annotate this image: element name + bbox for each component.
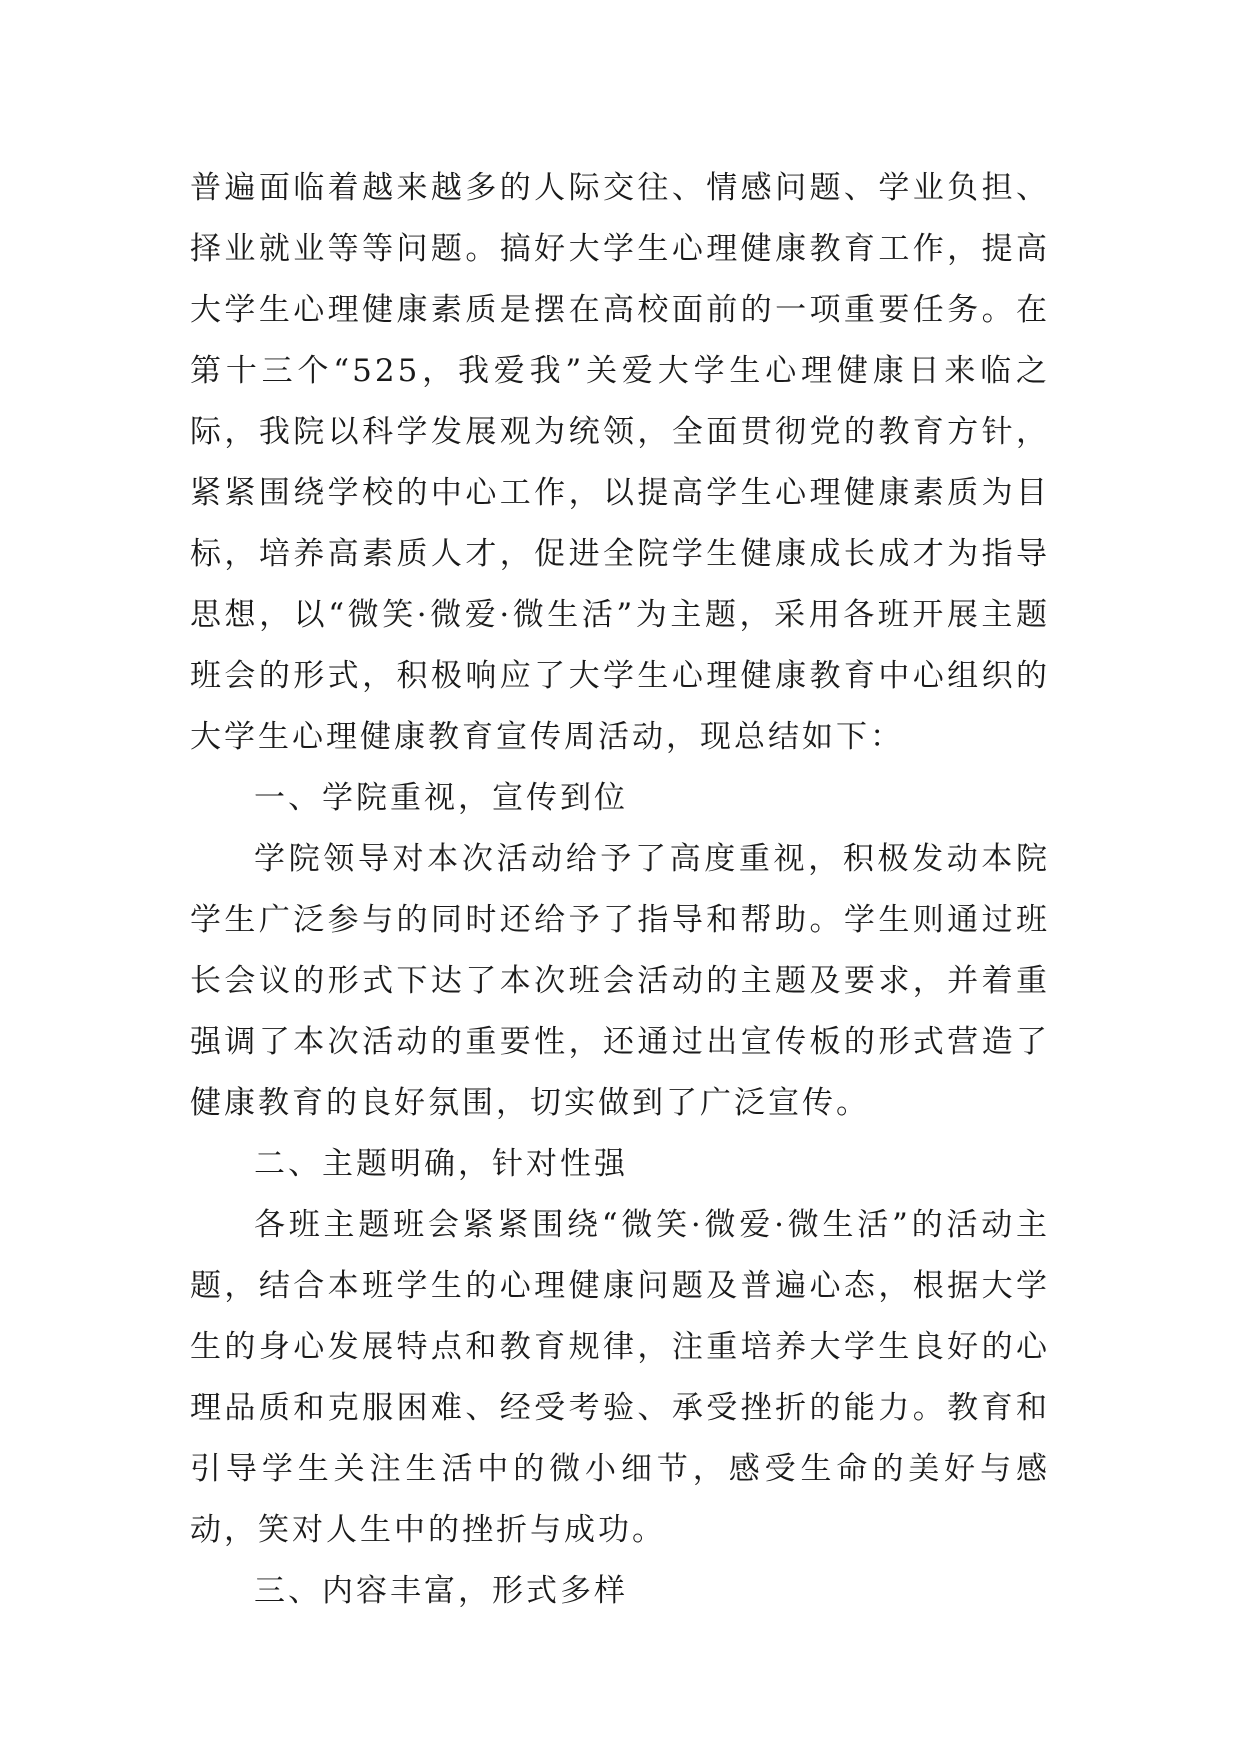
section-heading-3: 三、内容丰富，形式多样 <box>254 1573 628 1609</box>
section-heading-1: 一、学院重视，宣传到位 <box>254 780 628 816</box>
body-paragraph-section-2: 各班主题班会紧紧围绕“微笑·微爱·微生活”的活动主题，结合本班学生的心理健康问题及普遍心态，根据大学生的身心发展特点和教育规律，注重培养大学生良好的心理品质和克服困难、经受考验、承受挫折的能力。教育和引导学生关注生活中的微小细节，感受生命的美好与感动，笑对人生中的挫折与成功。 <box>190 1207 1050 1548</box>
body-paragraph-intro: 普遍面临着越来越多的人际交往、情感问题、学业负担、择业就业等等问题。搞好大学生心理健康教育工作，提高大学生心理健康素质是摆在高校面前的一项重要任务。在第十三个“525，我爱我”关爱大学生心理健康日来临之际，我院以科学发展观为统领，全面贯彻党的教育方针，紧紧围绕学校的中心工作，以提高学生心理健康素质为目标，培养高素质人才，促进全院学生健康成长成才为指导思想，以“微笑·微爱·微生活”为主题，采用各班开展主题班会的形式，积极响应了大学生心理健康教育中心组织的大学生心理健康教育宣传周活动，现总结如下： <box>190 170 1050 755</box>
section-heading-2: 二、主题明确，针对性强 <box>254 1146 628 1182</box>
document-page <box>190 158 1050 1622</box>
body-paragraph-section-1: 学院领导对本次活动给予了高度重视，积极发动本院学生广泛参与的同时还给予了指导和帮助。学生则通过班长会议的形式下达了本次班会活动的主题及要求，并着重强调了本次活动的重要性，还通过出宣传板的形式营造了健康教育的良好氛围，切实做到了广泛宣传。 <box>190 841 1050 1121</box>
